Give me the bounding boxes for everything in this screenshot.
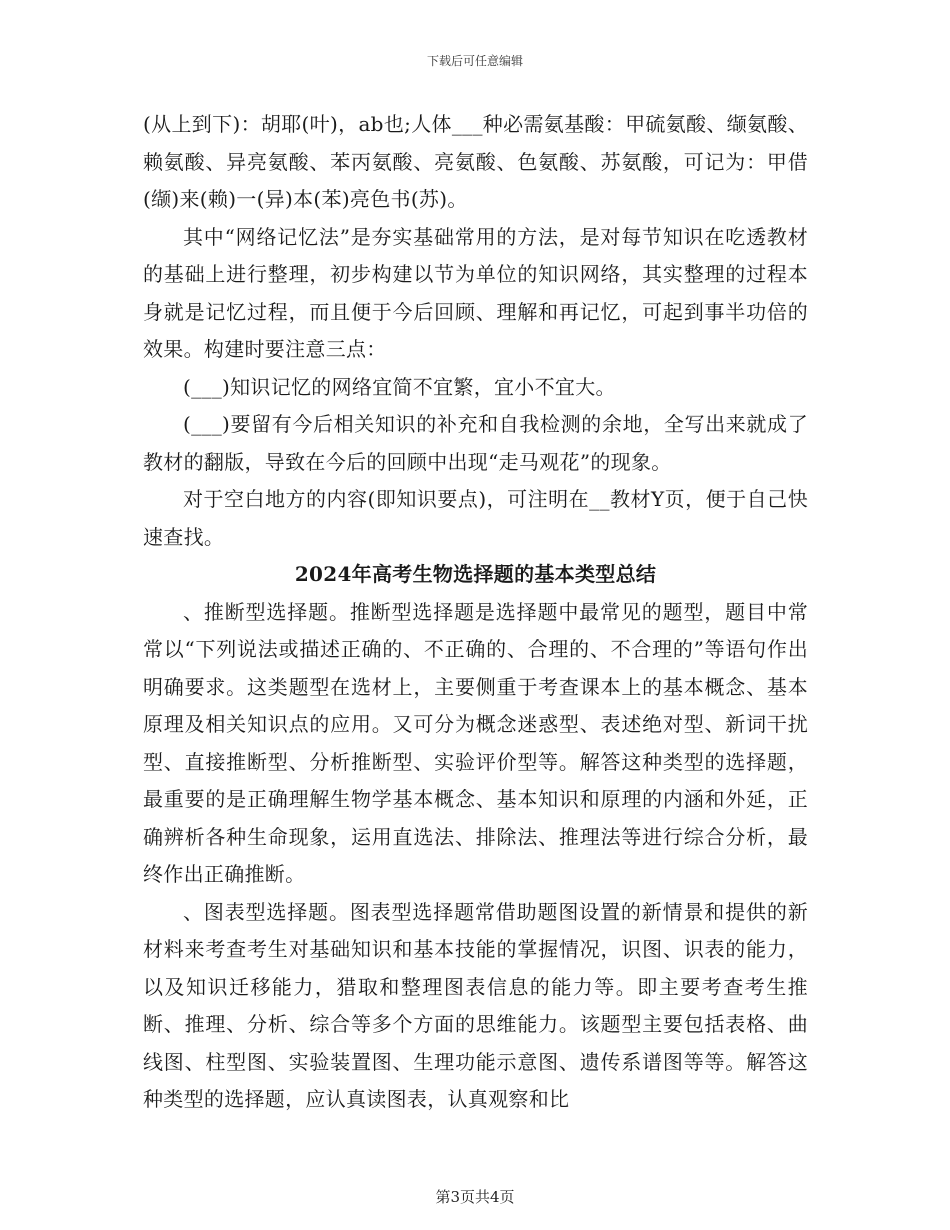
- paragraph-blank-content: 对于空白地方的内容(即知识要点)，可注明在__教材Y页，便于自己快速查找。: [143, 487, 808, 549]
- document-body: [143, 106, 808, 1119]
- section-title: 2024年高考生物选择题的基本类型总结: [294, 562, 657, 586]
- page-footer: 第3页共4页: [435, 1188, 515, 1206]
- paragraph-amino-acids: (从上到下)：胡耶(叶)，ab也;人体___种必需氨基酸：甲硫氨酸、缬氨酸、赖氨酸、异亮氨酸、苯丙氨酸、亮氨酸、色氨酸、苏氨酸，可记为：甲借(缬)来(赖)一(异)本(苯)亮色书(苏)。: [143, 112, 808, 211]
- paragraph-network-memory: 其中“网络记忆法”是夯实基础常用的方法，是对每节知识在吃透教材的基础上进行整理，初步构建以节为单位的知识网络，其实整理的过程本身就是记忆过程，而且便于今后回顾、理解和再记忆，可起到事半功倍的效果。构建时要注意三点：: [143, 224, 808, 361]
- paragraph-chart-type: 、图表型选择题。图表型选择题常借助题图设置的新情景和提供的新材料来考查考生对基础知识和基本技能的掌握情况，识图、识表的能力，以及知识迁移能力，猎取和整理图表信息的能力等。即主要考查考生推断、推理、分析、综合等多个方面的思维能力。该题型主要包括表格、曲线图、柱型图、实验装置图、生理功能示意图、遗传系谱图等等。解答这种类型的选择题，应认真读图表，认真观察和比: [143, 899, 808, 1111]
- paragraph-inference-type: 、推断型选择题。推断型选择题是选择题中最常见的题型，题目中常常以“下列说法或描述正确的、不正确的、合理的、不合理的”等语句作出明确要求。这类题型在选材上，主要侧重于考查课本上的基本概念、基本原理及相关知识点的应用。又可分为概念迷惑型、表述绝对型、新词干扰型、直接推断型、分析推断型、实验评价型等。解答这种类型的选择题，最重要的是正确理解生物学基本概念、基本知识和原理的内涵和外延，正确辨析各种生命现象，运用直选法、排除法、推理法等进行综合分析，最终作出正确推断。: [143, 599, 808, 886]
- paragraph-point-2: (___)要留有今后相关知识的补充和自我检测的余地，全写出来就成了教材的翻版，导致在今后的回顾中出现“走马观花”的现象。: [143, 412, 808, 474]
- paragraph-point-1: (___)知识记忆的网络宜简不宜繁，宜小不宜大。: [183, 374, 616, 399]
- page-header: 下载后可任意编辑: [426, 54, 523, 68]
